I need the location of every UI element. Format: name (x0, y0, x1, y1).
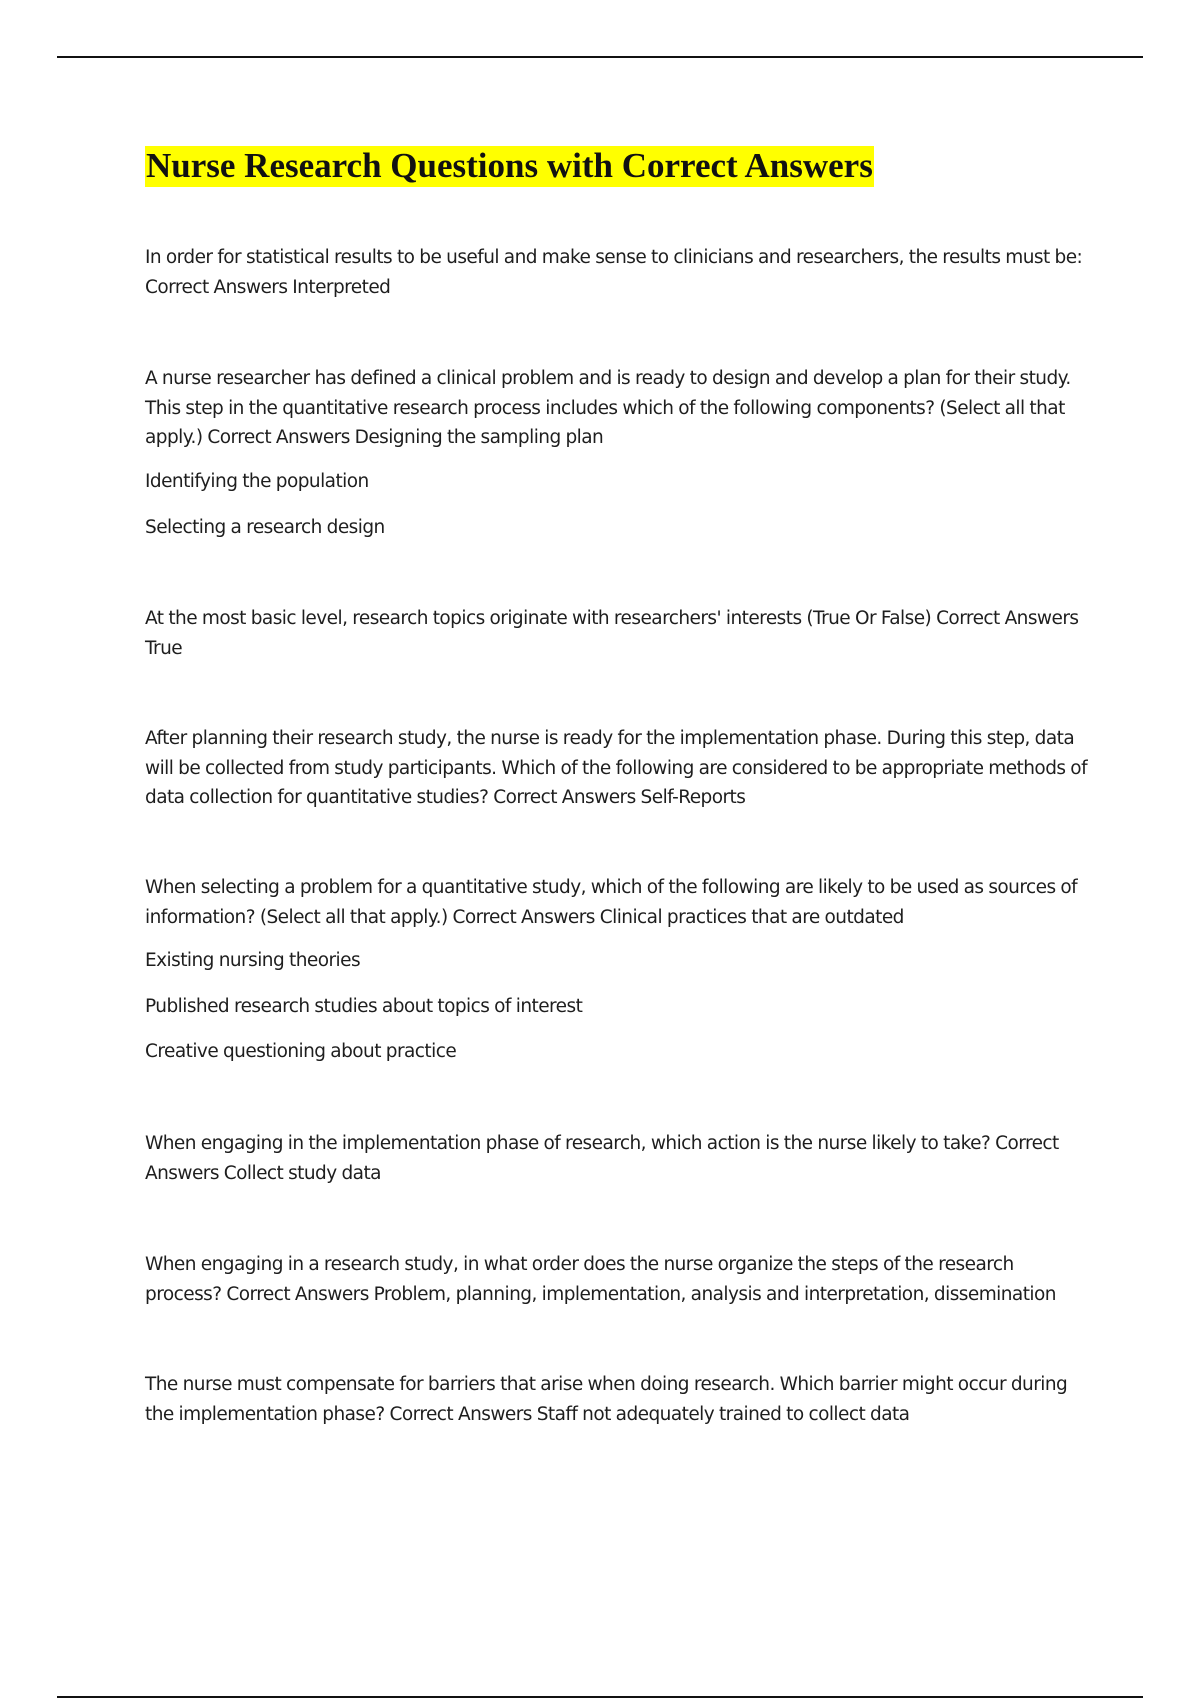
answer-text: Self-Reports (640, 787, 746, 808)
answer-text: Staff not adequately trained to collect data (536, 1403, 910, 1425)
question-text: The nurse must compensate for barriers that arise when doing research. Which barrier might occur during the implementation phase? (145, 1374, 1068, 1425)
additional-answer: Existing nursing theories (145, 950, 361, 971)
question-text: When engaging in the implementation phase of research, which action is the nurse likely to take? (145, 1133, 991, 1154)
answer-text: Collect study data (223, 1162, 381, 1184)
document-title (145, 142, 874, 190)
answer-marker: Correct Answers (452, 906, 595, 928)
answer-marker: Correct Answers (493, 787, 636, 808)
additional-answer: Creative questioning about practice (145, 1041, 457, 1062)
answer-marker: Correct Answers (207, 427, 350, 448)
answer-marker: Correct Answers (226, 1283, 369, 1305)
qa-item-7 (145, 1250, 1095, 1309)
qa-item-5 (145, 873, 1095, 932)
answer-marker: Correct Answers (936, 608, 1079, 629)
question-text: At the most basic level, research topics originate with researchers' interests (True Or False) (145, 608, 932, 629)
answer-text: Clinical practices that are outdated (599, 906, 904, 928)
document-title-text: Nurse Research Questions with Correct Answers (146, 146, 873, 185)
additional-answer: Published research studies about topics of interest (145, 996, 583, 1017)
qa-item-3 (145, 604, 1095, 663)
answer-marker: Correct Answers (145, 1133, 1059, 1184)
question-text: A nurse researcher has defined a clinical problem and is ready to design and develop a plan for their study. This step in the quantitative research process includes which of the following components? (Select all that apply.) (145, 368, 1071, 448)
answer-text: Problem, planning, implementation, analysis and interpretation, dissemination (373, 1283, 1056, 1305)
answer-marker: Correct Answers (145, 276, 288, 298)
question-text: After planning their research study, the nurse is ready for the implementation phase. During this step, data will be collected from study participants. Which of the following are considered to be appropriate methods of data collection for quantitative studies? (145, 728, 1088, 808)
question-text: When selecting a problem for a quantitative study, which of the following are likely to be used as sources of information? (Select all that apply.) (145, 877, 1078, 928)
qa-item-4 (145, 724, 1095, 813)
answer-marker: Correct Answers (389, 1403, 532, 1425)
additional-answer: Identifying the population (145, 471, 369, 492)
answer-text: Interpreted (292, 276, 391, 298)
question-text: In order for statistical results to be useful and make sense to clinicians and researchers, the results must be: (145, 247, 1083, 268)
question-text: When engaging in a research study, in what order does the nurse organize the steps of the research process? (145, 1254, 1014, 1305)
qa-item-1 (145, 243, 1095, 302)
answer-text: Designing the sampling plan (354, 427, 604, 448)
answer-text: True (145, 637, 183, 659)
qa-item-2 (145, 364, 1095, 453)
additional-answer: Selecting a research design (145, 517, 385, 538)
qa-item-8 (145, 1370, 1095, 1429)
top-rule (57, 56, 1143, 58)
bottom-rule (57, 1696, 1143, 1698)
qa-item-6 (145, 1129, 1095, 1188)
